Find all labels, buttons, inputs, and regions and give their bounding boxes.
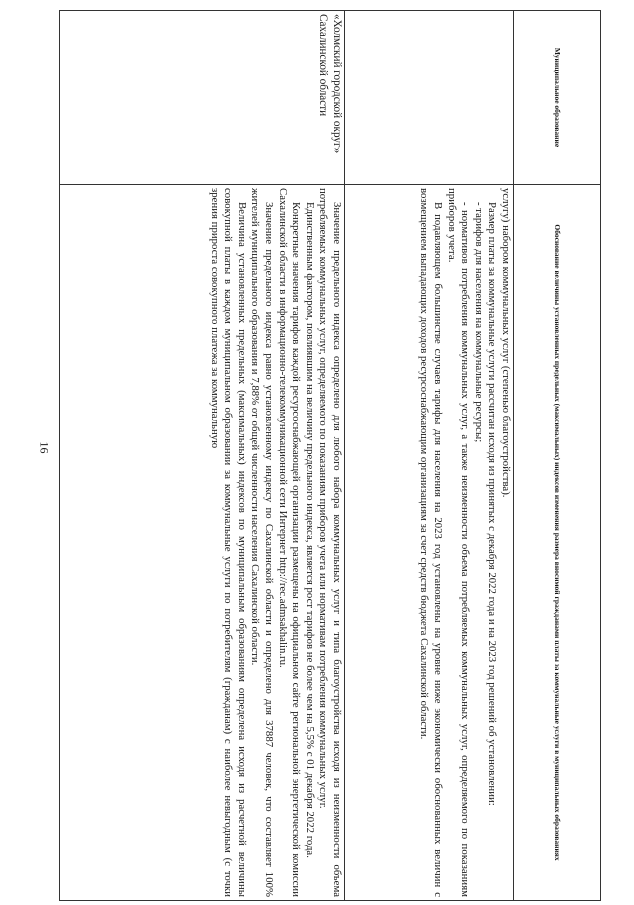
paragraph: Значение предельного индекса определено для любого набора коммунальных услуг и типа благоустройства исходя из неизменности объема потребляемых коммунальных услуг, определяемого по показаниям приборов учета или нормативам потребления коммунальных услуг.: [317, 188, 343, 897]
paragraph: Значение предельного индекса равно установленному индексу по Сахалинской области и определено для 37887 человек, что составляет 100% жителей муниципального образования и 7,88% от общей численности населения Сахалинской области.: [249, 188, 276, 897]
paragraph: - нормативов потребления коммунальных услуг, а также неизменности объема потребляемых коммунальных услуг, определяемого по показаниям приборов учета.: [445, 188, 472, 897]
table-row: [345, 11, 514, 901]
table-header-row: [514, 11, 601, 901]
paragraph: В подавляющем большинстве случаев тарифы для населения на 2023 год установлены на уровне ниже экономически обоснованных величин с возмещением выпадающих доходов ресурсоснабжающим организациям за счет средств бюджета Сахалинской области.: [418, 188, 445, 897]
justification-cell: [60, 185, 345, 901]
document-table-rotated: [61, 10, 601, 900]
paragraph: Размер платы за коммунальные услуги рассчитан исходя из принятых с декабря 2022 года и на 2023 год решений об установлении:: [486, 202, 499, 806]
justification-cell: [345, 185, 514, 901]
paragraph: Величина установленных предельных (максимальных) индексов по муниципальным образованиям определена исходя из расчетной величины совокупной платы в каждом муниципальном образовании за коммунальные услуги по потребителям (гражданам) с наиболее невыгодным (с точки зрения прироста совокупного платежа за коммунальную: [208, 188, 248, 897]
header-justification: Обоснование величины установленных предельных (максимальных) индексов изменения размера вносимой гражданами платы за коммунальные услуги в муниципальных образованиях: [514, 185, 601, 901]
paragraph: - тарифов для населения на коммунальные ресурсы;: [472, 202, 485, 443]
header-municipality: Муниципальное образование: [514, 11, 601, 185]
page-number: 16: [37, 441, 52, 454]
municipality-cell: «Холмский городской округ» Сахалинской области: [60, 11, 345, 185]
justification-table: [59, 10, 601, 901]
paragraph: услугу) набором коммунальных услуг (степенью благоустройства).: [500, 188, 512, 498]
table-row: [60, 11, 345, 901]
paragraph: Конкретные значения тарифов каждой ресурсоснабжающей организации размещены на официальном сайте региональной энергетической комиссии Сахалинской области в информационно-телекоммуникационной сети Интернет http://rec.admsakhalin.ru.: [276, 188, 303, 897]
municipality-cell: [345, 11, 514, 185]
paragraph: Единственным фактором, повлиявшим на величину предельного индекса, является рост тарифов не более чем на 5,5% с 01 декабря 2022 года.: [303, 202, 316, 858]
